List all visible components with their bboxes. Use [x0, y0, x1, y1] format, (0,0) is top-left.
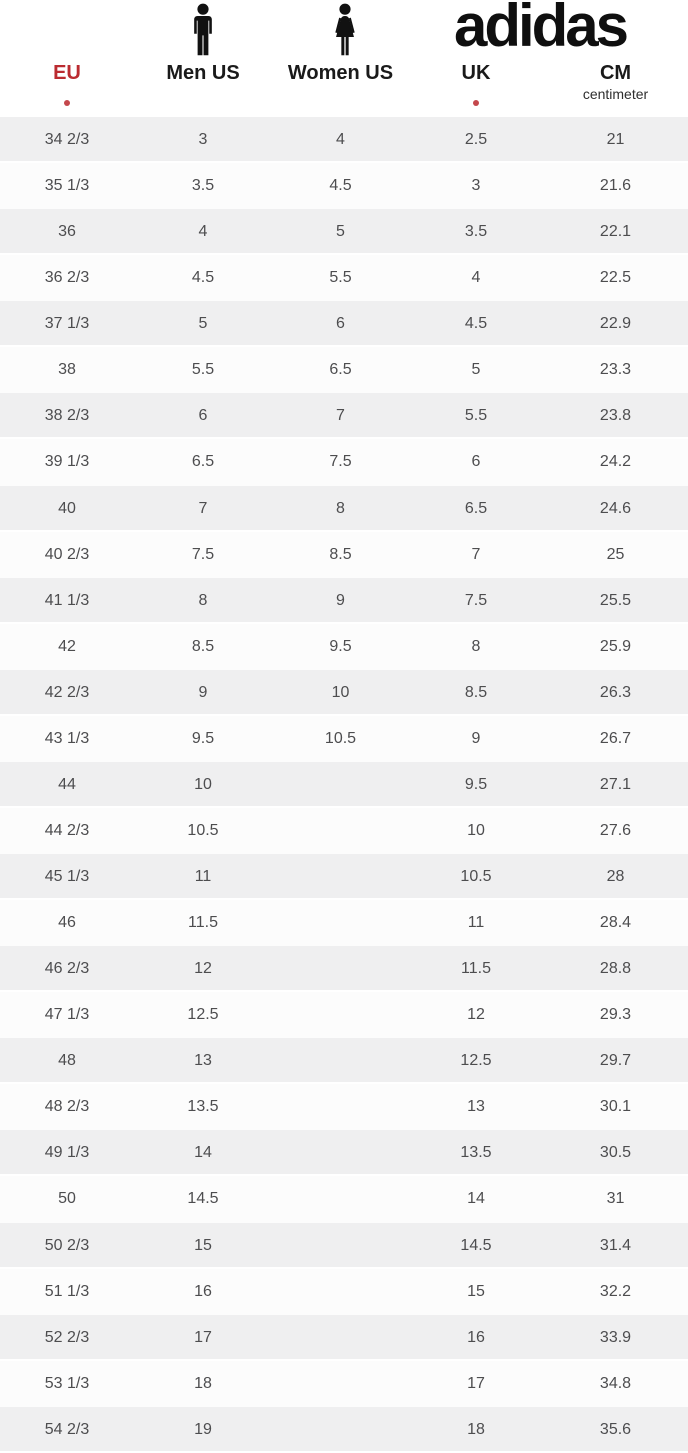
- size-cell: 10: [331, 683, 350, 701]
- size-cell: 32.2: [599, 1282, 632, 1300]
- size-cell: 5.5: [464, 407, 488, 425]
- size-cell: 8.5: [464, 683, 488, 701]
- size-cell: 35.6: [599, 1420, 632, 1438]
- adidas-logo: adidas: [453, 0, 627, 59]
- size-cell: 5: [471, 361, 481, 379]
- size-cell: 7.5: [329, 453, 352, 471]
- size-cell: 17: [194, 1328, 212, 1346]
- table-row: [0, 716, 688, 762]
- size-cell: 28.4: [599, 914, 632, 932]
- size-cell: 6.5: [329, 361, 352, 379]
- size-cell: 4: [471, 269, 481, 287]
- column-header-women-us: [272, 62, 409, 103]
- size-cell: 11: [194, 868, 212, 886]
- table-row: [0, 1176, 688, 1222]
- size-cell: 53 1/3: [44, 1374, 90, 1392]
- size-cell: 5.5: [329, 269, 352, 287]
- size-cell: 48 2/3: [44, 1098, 90, 1116]
- size-cell: 4: [336, 131, 345, 149]
- size-cell: 36 2/3: [44, 269, 90, 287]
- size-cell: 34.8: [599, 1374, 632, 1392]
- column-header-eu: [0, 62, 134, 103]
- size-cell: 12.5: [187, 1006, 219, 1024]
- man-icon: [189, 3, 217, 58]
- column-header-men-us: [134, 62, 272, 103]
- size-cell: 50 2/3: [44, 1236, 90, 1254]
- table-row: [0, 946, 688, 992]
- size-cell: 29.7: [599, 1052, 632, 1070]
- size-cell: 3.5: [191, 177, 215, 195]
- size-cell: 44: [58, 775, 76, 793]
- size-cell: 51 1/3: [44, 1282, 90, 1300]
- size-cell: 6: [471, 453, 481, 471]
- size-cell: 14.5: [460, 1236, 492, 1254]
- size-cell: 10: [467, 821, 485, 839]
- table-row: [0, 255, 688, 301]
- table-row: [0, 439, 688, 485]
- size-cell: 46: [58, 914, 76, 932]
- size-cell: 37 1/3: [44, 315, 90, 333]
- size-cell: 35 1/3: [44, 177, 90, 195]
- size-cell: 39 1/3: [44, 453, 90, 471]
- size-cell: 13.5: [460, 1144, 492, 1162]
- size-cell: 8: [471, 637, 481, 655]
- size-cell: 3: [471, 177, 481, 195]
- size-cell: 45 1/3: [44, 868, 90, 886]
- column-header-label: Men US: [166, 62, 240, 84]
- size-cell: 7.5: [191, 545, 215, 563]
- table-row: [0, 393, 688, 439]
- table-row: [0, 163, 688, 209]
- size-cell: 9: [336, 591, 345, 609]
- table-row: [0, 808, 688, 854]
- size-cell: 31.4: [599, 1236, 632, 1254]
- table-row: [0, 117, 688, 163]
- table-row: [0, 1223, 688, 1269]
- size-cell: 22.5: [599, 269, 632, 287]
- size-cell: 25.5: [599, 591, 632, 609]
- uk-footnote-dot: [473, 100, 479, 106]
- size-cell: 18: [467, 1420, 485, 1438]
- size-cell: 7: [336, 407, 345, 425]
- column-header-uk: [409, 62, 543, 103]
- size-cell: 21.6: [599, 177, 632, 195]
- table-row: [0, 209, 688, 255]
- size-cell: 9.5: [329, 637, 352, 655]
- size-cell: 6: [336, 315, 345, 333]
- size-cell: 30.5: [599, 1144, 632, 1162]
- size-cell: 6.5: [191, 453, 215, 471]
- size-cell: 27.1: [599, 775, 632, 793]
- size-cell: 41 1/3: [44, 591, 90, 609]
- size-cell: 40: [58, 499, 76, 517]
- size-cell: 16: [194, 1282, 212, 1300]
- table-row: [0, 1130, 688, 1176]
- table-row: [0, 1269, 688, 1315]
- table-row: [0, 670, 688, 716]
- size-cell: 47 1/3: [44, 1006, 90, 1024]
- size-cell: 38: [58, 361, 76, 379]
- size-cell: 3.5: [464, 223, 488, 241]
- size-cell: 7: [471, 545, 481, 563]
- size-cell: 14.5: [187, 1190, 219, 1208]
- size-cell: 13.5: [187, 1098, 219, 1116]
- chart-header: [0, 0, 688, 117]
- size-cell: 30.1: [599, 1098, 632, 1116]
- table-row: [0, 347, 688, 393]
- size-cell: 9: [198, 683, 208, 701]
- size-cell: 27.6: [599, 821, 632, 839]
- size-cell: 42: [58, 637, 76, 655]
- size-cell: 43 1/3: [44, 729, 90, 747]
- table-row: [0, 532, 688, 578]
- size-cell: 13: [194, 1052, 212, 1070]
- size-cell: 28: [606, 868, 625, 886]
- size-cell: 23.8: [599, 407, 632, 425]
- size-cell: 18: [194, 1374, 212, 1392]
- column-header-label: EU: [53, 62, 81, 84]
- size-cell: 15: [194, 1236, 212, 1254]
- size-cell: 21: [606, 131, 625, 149]
- woman-icon: [331, 3, 359, 58]
- size-cell: 4.5: [329, 177, 352, 195]
- size-cell: 34 2/3: [44, 131, 90, 149]
- size-cell: 50: [58, 1190, 76, 1208]
- size-cell: 5.5: [191, 361, 215, 379]
- size-cell: 54 2/3: [44, 1420, 90, 1438]
- size-cell: 12.5: [460, 1052, 492, 1070]
- size-cell: 19: [194, 1420, 212, 1438]
- table-row: [0, 1407, 688, 1453]
- size-cell: 22.1: [599, 223, 632, 241]
- size-cell: 11.5: [188, 914, 218, 932]
- table-row: [0, 762, 688, 808]
- size-cell: 11: [467, 914, 485, 932]
- size-cell: 31: [606, 1190, 625, 1208]
- size-cell: 12: [467, 1006, 485, 1024]
- size-cell: 6.5: [464, 499, 488, 517]
- table-row: [0, 1315, 688, 1361]
- size-cell: 7: [198, 499, 208, 517]
- size-cell: 9: [471, 729, 481, 747]
- size-cell: 29.3: [599, 1006, 632, 1024]
- size-cell: 9.5: [191, 729, 215, 747]
- size-cell: 14: [467, 1190, 485, 1208]
- size-cell: 16: [467, 1328, 485, 1346]
- size-cell: 25: [606, 545, 625, 563]
- size-cell: 26.3: [599, 683, 632, 701]
- size-cell: 14: [194, 1144, 212, 1162]
- table-row: [0, 486, 688, 532]
- size-cell: 12: [194, 960, 212, 978]
- size-cell: 24.2: [599, 453, 632, 471]
- size-cell: 15: [467, 1282, 485, 1300]
- size-cell: 40 2/3: [44, 545, 90, 563]
- column-header-sublabel: centimeter: [582, 86, 649, 102]
- size-cell: 10.5: [460, 868, 492, 886]
- size-conversion-table: [0, 117, 688, 1453]
- size-cell: 5: [198, 315, 208, 333]
- size-cell: 4: [198, 223, 208, 241]
- size-cell: 48: [58, 1052, 76, 1070]
- size-cell: 10: [194, 775, 212, 793]
- size-cell: 10.5: [187, 821, 219, 839]
- size-cell: 13: [467, 1098, 485, 1116]
- size-cell: 6: [198, 407, 208, 425]
- size-cell: 8.5: [329, 545, 352, 563]
- table-row: [0, 854, 688, 900]
- column-header-label: UK: [461, 62, 491, 84]
- size-cell: 11.5: [461, 960, 491, 978]
- size-cell: 7.5: [464, 591, 488, 609]
- column-header-cm: [543, 62, 688, 103]
- size-cell: 10.5: [324, 729, 357, 747]
- column-header-label: CM: [599, 62, 632, 84]
- eu-footnote-dot: [64, 100, 70, 106]
- size-cell: 3: [198, 131, 208, 149]
- table-row: [0, 1084, 688, 1130]
- size-cell: 5: [336, 223, 345, 241]
- column-header-label: Women US: [287, 62, 394, 84]
- size-cell: 52 2/3: [44, 1328, 90, 1346]
- size-cell: 36: [58, 223, 76, 241]
- table-column-headers: [0, 62, 688, 103]
- size-cell: 8: [198, 591, 208, 609]
- size-cell: 23.3: [599, 361, 632, 379]
- table-row: [0, 1361, 688, 1407]
- size-cell: 9.5: [464, 775, 488, 793]
- size-cell: 22.9: [599, 315, 632, 333]
- size-cell: 49 1/3: [44, 1144, 90, 1162]
- size-cell: 26.7: [599, 729, 632, 747]
- size-cell: 44 2/3: [44, 821, 90, 839]
- size-cell: 17: [467, 1374, 485, 1392]
- size-cell: 8: [336, 499, 345, 517]
- table-row: [0, 624, 688, 670]
- table-row: [0, 301, 688, 347]
- size-cell: 33.9: [599, 1328, 632, 1346]
- size-cell: 42 2/3: [44, 683, 90, 701]
- size-cell: 8.5: [191, 637, 215, 655]
- size-cell: 2.5: [464, 131, 488, 149]
- table-row: [0, 992, 688, 1038]
- size-cell: 46 2/3: [44, 960, 90, 978]
- table-row: [0, 1038, 688, 1084]
- size-cell: 4.5: [191, 269, 215, 287]
- size-cell: 28.8: [599, 960, 632, 978]
- size-cell: 4.5: [464, 315, 488, 333]
- size-cell: 38 2/3: [44, 407, 90, 425]
- size-cell: 24.6: [599, 499, 632, 517]
- table-row: [0, 900, 688, 946]
- table-row: [0, 578, 688, 624]
- size-cell: 25.9: [599, 637, 632, 655]
